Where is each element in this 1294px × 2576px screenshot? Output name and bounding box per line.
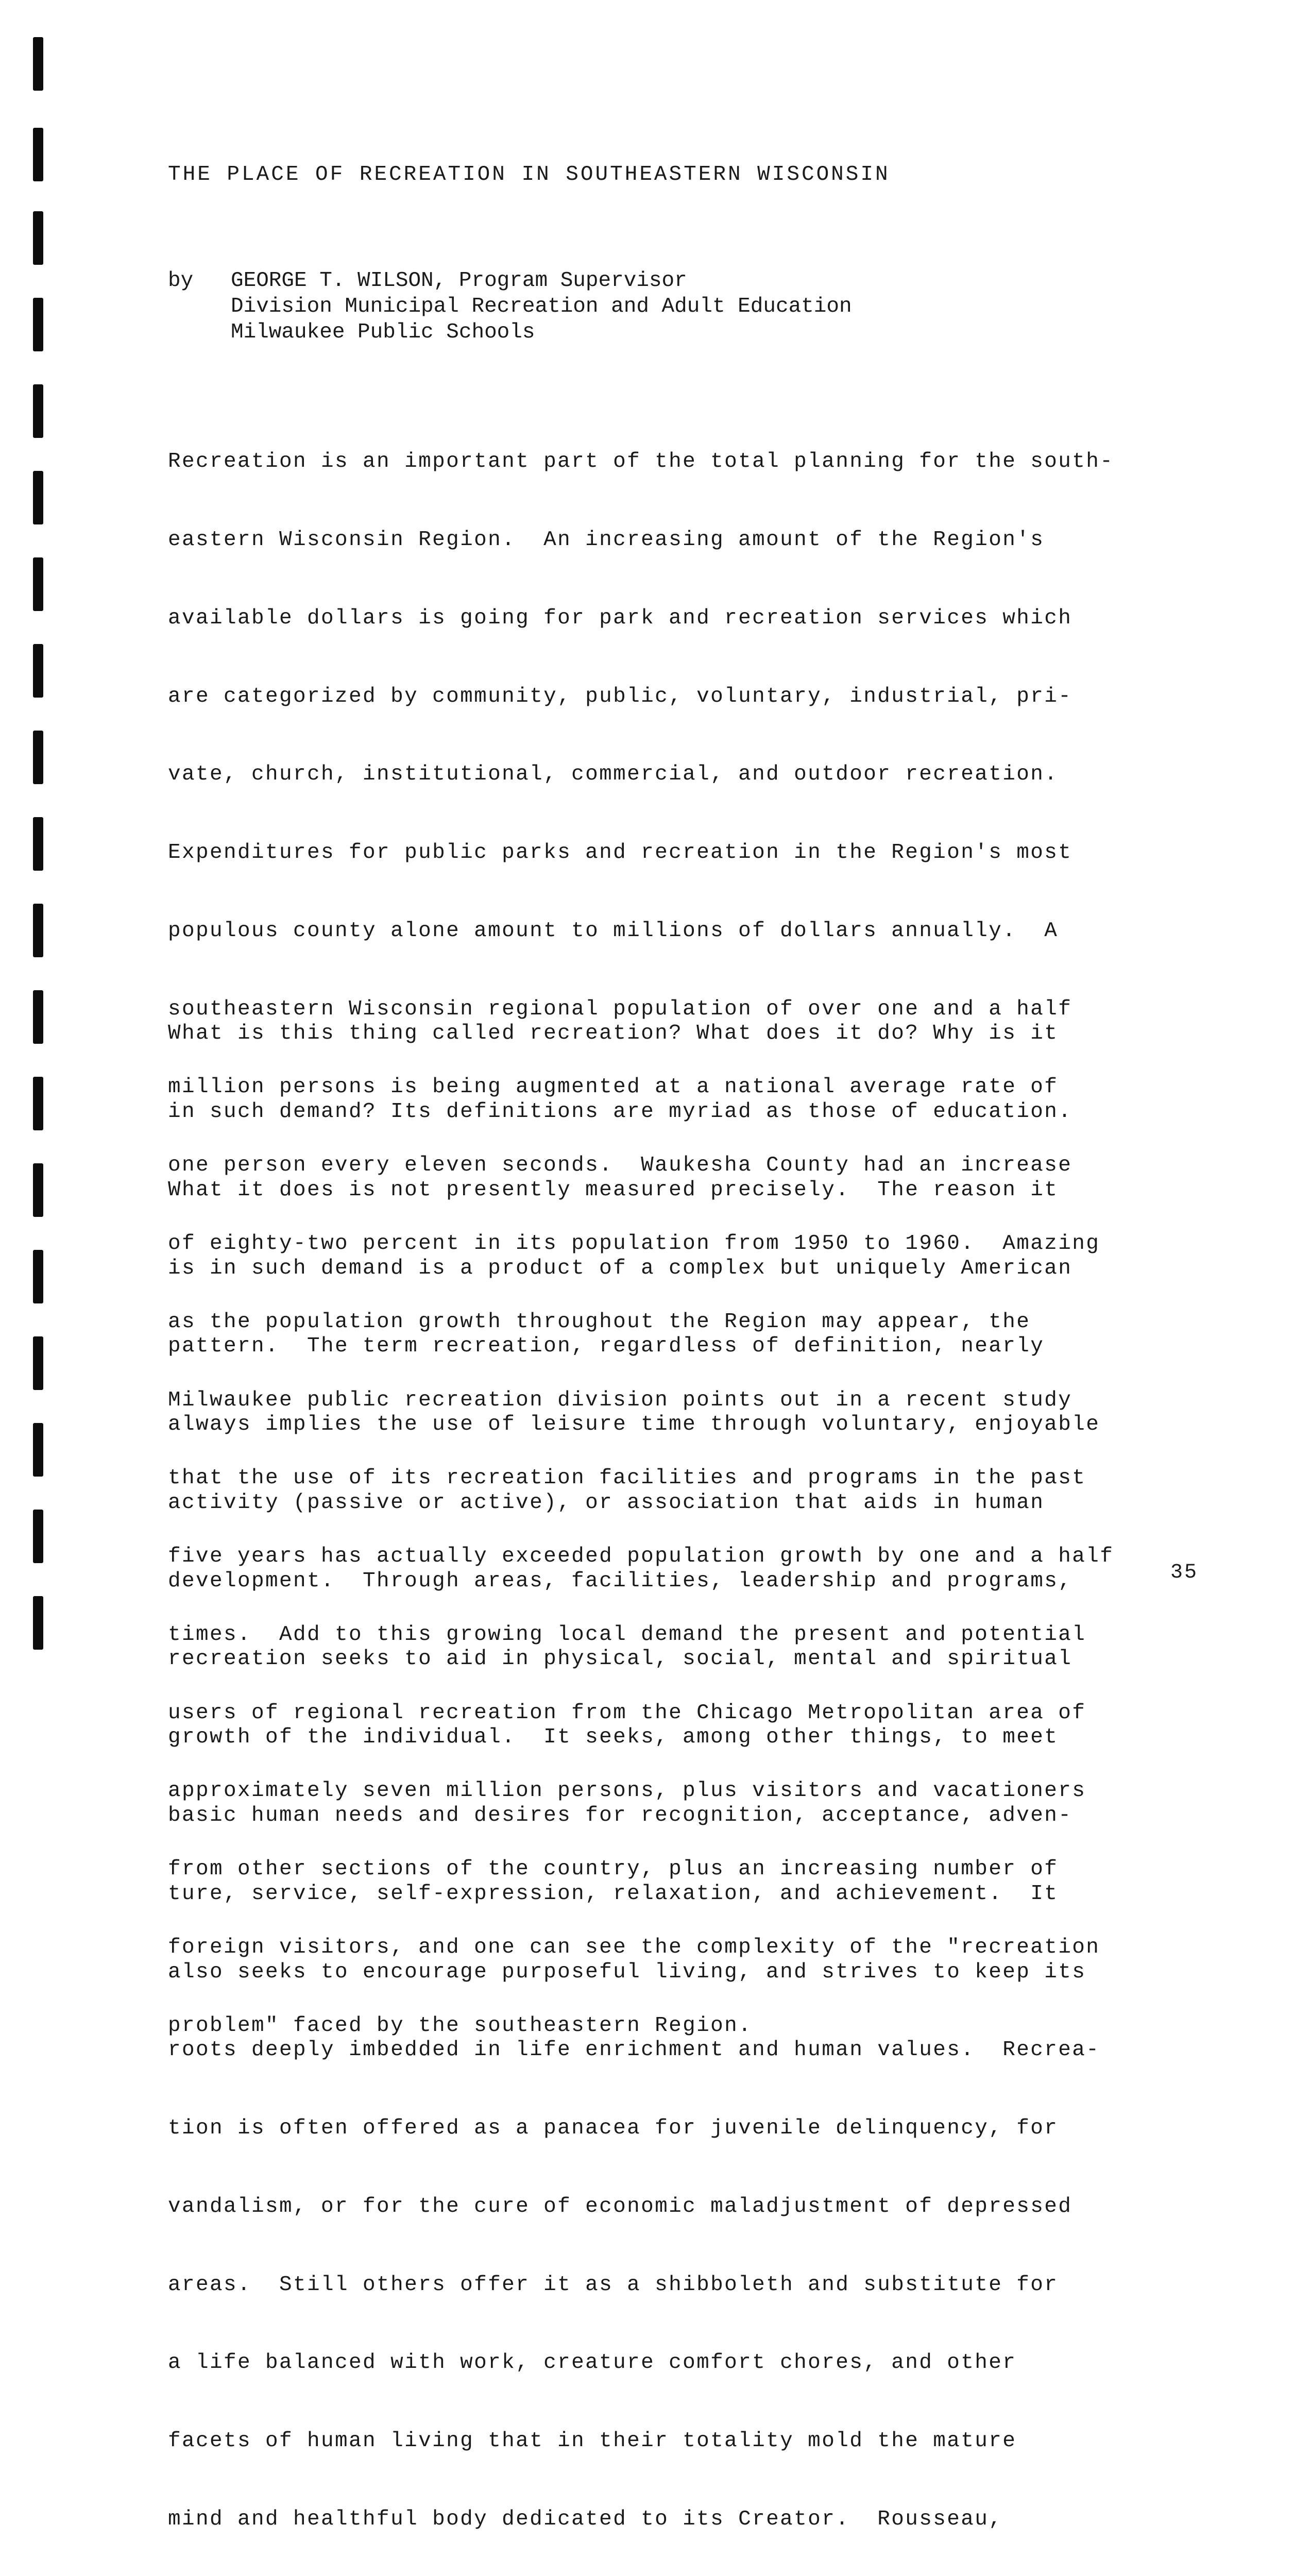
- byline: [168, 216, 852, 371]
- text-line: users of regional recreation from the Chicago Metropolitan area of: [168, 1701, 1086, 1725]
- binding-hole: [33, 731, 43, 784]
- byline-author: GEORGE T. WILSON, Program Supervisor: [231, 269, 687, 293]
- text-line: recreation seeks to aid in physical, social, mental and spiritual: [168, 1647, 1072, 1671]
- paragraph-2: [168, 969, 1219, 2576]
- text-line: basic human needs and desires for recognition, acceptance, adven-: [168, 1804, 1072, 1827]
- text-line: What it does is not presently measured precisely. The reason it: [168, 1178, 1059, 1202]
- text-line: tion is often offered as a panacea for juvenile delinquency, for: [168, 2116, 1059, 2141]
- byline-division: Division Municipal Recreation and Adult Education: [231, 295, 852, 318]
- text-line: mind and healthful body dedicated to its Creator. Rousseau,: [168, 2507, 1003, 2532]
- binding-hole: [33, 1250, 43, 1303]
- text-line: What is this thing called recreation? What does it do? Why is it: [168, 1022, 1059, 1046]
- text-line: Milwaukee public recreation division points out in a recent study: [168, 1388, 1072, 1412]
- text-line: vandalism, or for the cure of economic maladjustment of depressed: [168, 2194, 1072, 2218]
- binding-hole: [33, 211, 43, 265]
- text-line: facets of human living that in their totality mold the mature: [168, 2429, 1017, 2453]
- text-line: activity (passive or active), or association that aids in human: [168, 1490, 1045, 1515]
- text-line: ture, service, self-expression, relaxation, and achievement. It: [168, 1882, 1059, 1906]
- text-line: foreign visitors, and one can see the complexity of the "recreation: [168, 1936, 1100, 1960]
- text-line: roots deeply imbedded in life enrichment and human values. Recrea-: [168, 2038, 1100, 2062]
- text-line: available dollars is going for park and recreation services which: [168, 606, 1072, 630]
- text-line: pattern. The term recreation, regardless of definition, nearly: [168, 1334, 1045, 1359]
- binding-hole: [33, 298, 43, 351]
- text-line: Recreation is an important part of the total planning for the south-: [168, 450, 1114, 474]
- binding-hole: [33, 904, 43, 957]
- text-line: a life balanced with work, creature comfort chores, and other: [168, 2351, 1017, 2375]
- text-line: are categorized by community, public, voluntary, industrial, pri-: [168, 684, 1072, 708]
- binding-hole: [33, 1163, 43, 1217]
- text-line: also seeks to encourage purposeful living, and strives to keep its: [168, 1960, 1086, 1984]
- text-line: areas. Still others offer it as a shibboleth and substitute for: [168, 2273, 1059, 2297]
- text-line: development. Through areas, facilities, leadership and programs,: [168, 1569, 1072, 1593]
- binding-edge: [33, 0, 45, 1691]
- binding-hole: [33, 557, 43, 611]
- binding-hole: [33, 1510, 43, 1563]
- text-line: one person every eleven seconds. Waukesha County had an increase: [168, 1154, 1072, 1178]
- text-line: million persons is being augmented at a national average rate of: [168, 1075, 1059, 1099]
- text-line: approximately seven million persons, plus visitors and vacationers: [168, 1779, 1086, 1803]
- text-line: of eighty-two percent in its population from 1950 to 1960. Amazing: [168, 1232, 1100, 1256]
- page-number: 35: [1170, 1561, 1199, 1584]
- binding-hole: [33, 817, 43, 871]
- text-line: as the population growth throughout the Region may appear, the: [168, 1310, 1031, 1334]
- binding-hole: [33, 37, 43, 91]
- binding-hole: [33, 990, 43, 1044]
- document-title: THE PLACE OF RECREATION IN SOUTHEASTERN WISCONSIN: [168, 163, 890, 187]
- binding-hole: [33, 1423, 43, 1477]
- byline-organization: Milwaukee Public Schools: [231, 320, 535, 344]
- text-line: five years has actually exceeded population growth by one and a half: [168, 1545, 1114, 1569]
- binding-hole: [33, 384, 43, 438]
- text-line: growth of the individual. It seeks, among other things, to meet: [168, 1725, 1059, 1750]
- text-line: Expenditures for public parks and recreation in the Region's most: [168, 841, 1072, 865]
- binding-hole: [33, 1596, 43, 1650]
- text-line: populous county alone amount to millions of dollars annually. A: [168, 919, 1059, 943]
- text-line: from other sections of the country, plus an increasing number of: [168, 1857, 1059, 1882]
- binding-hole: [33, 644, 43, 698]
- text-line: times. Add to this growing local demand the present and potential: [168, 1622, 1086, 1647]
- binding-hole: [33, 471, 43, 524]
- text-line: is in such demand is a product of a complex but uniquely American: [168, 1256, 1072, 1280]
- binding-hole: [33, 128, 43, 181]
- text-line: vate, church, institutional, commercial, and outdoor recreation.: [168, 762, 1059, 787]
- text-line: problem" faced by the southeastern Region.: [168, 2013, 753, 2038]
- text-line: that the use of its recreation facilities and programs in the past: [168, 1466, 1086, 1490]
- text-line: always implies the use of leisure time through voluntary, enjoyable: [168, 1413, 1100, 1437]
- binding-hole: [33, 1336, 43, 1390]
- byline-by: by: [168, 269, 194, 293]
- text-line: southeastern Wisconsin regional population of over one and a half: [168, 997, 1072, 1021]
- text-line: in such demand? Its definitions are myriad as those of education.: [168, 1099, 1072, 1124]
- binding-hole: [33, 1077, 43, 1130]
- text-line: eastern Wisconsin Region. An increasing amount of the Region's: [168, 528, 1045, 552]
